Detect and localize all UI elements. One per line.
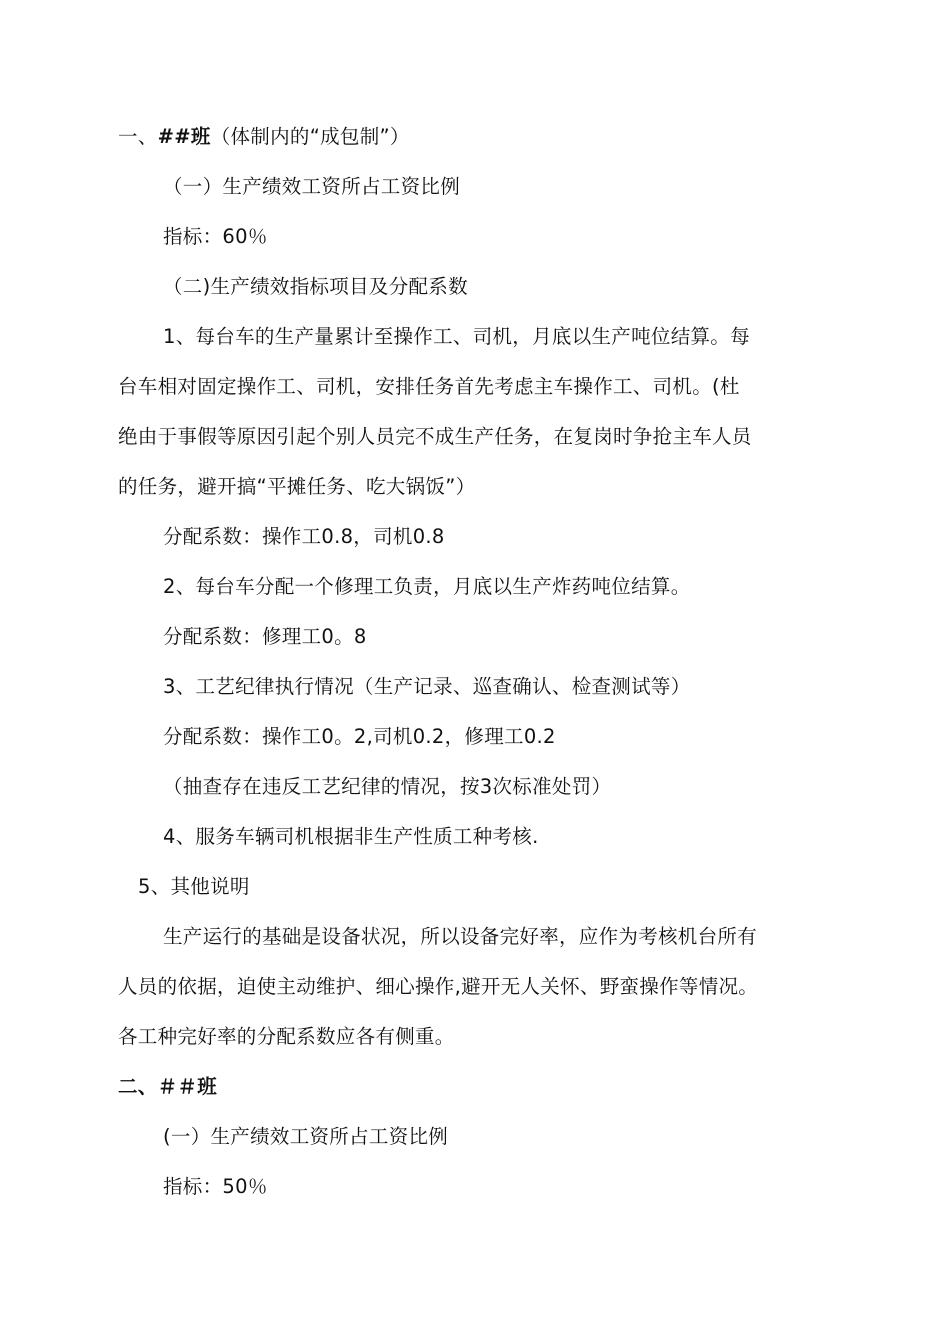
item-5-line-2: 人员的依据，迫使主动维护、细心操作,避开无人关怀、野蛮操作等情况。	[118, 975, 759, 998]
item-1-line-4: 的任务，避开搞“平摊任务、吃大锅饭”）	[118, 475, 476, 498]
section-2-sub1-indicator: 指标：50％	[163, 1175, 268, 1198]
item-2-coefficient: 分配系数：修理工0。8	[163, 625, 367, 648]
item-1-line-2: 台车相对固定操作工、司机，安排任务首先考虑主车操作工、司机。(杜	[118, 375, 740, 398]
section-1-note: （体制内的“成包制”）	[210, 125, 410, 148]
section-1-heading	[118, 124, 410, 150]
section-2-sub1-title: (一）生产绩效工资所占工资比例	[163, 1125, 449, 1148]
section-1-sub2-title: （二)生产绩效指标项目及分配系数	[163, 275, 468, 298]
item-5-title: 5、其他说明	[138, 875, 250, 898]
item-3-text: 3、工艺纪律执行情况（生产记录、巡查确认、检查测试等）	[163, 675, 691, 698]
item-2-text: 2、每台车分配一个修理工负责，月底以生产炸药吨位结算。	[163, 575, 691, 598]
item-4-text: 4、服务车辆司机根据非生产性质工种考核.	[163, 825, 539, 848]
section-1-sub1-title: （一）生产绩效工资所占工资比例	[163, 175, 461, 198]
item-5-line-1: 生产运行的基础是设备状况，所以设备完好率，应作为考核机台所有	[163, 925, 758, 948]
section-2-heading: 二、＃＃班	[118, 1075, 218, 1098]
section-1-name: ##班	[157, 125, 211, 148]
item-3-note: （抽查存在违反工艺纪律的情况，按3次标准处罚）	[163, 775, 612, 798]
section-1-sub1-indicator: 指标：60％	[163, 225, 268, 248]
item-3-coefficient: 分配系数：操作工0。2,司机0.2，修理工0.2	[163, 725, 556, 748]
item-5-line-3: 各工种完好率的分配系数应各有侧重。	[118, 1025, 455, 1048]
item-1-line-3: 绝由于事假等原因引起个别人员完不成生产任务，在复岗时争抢主车人员	[118, 425, 752, 448]
item-1-line-1: 1、每台车的生产量累计至操作工、司机，月底以生产吨位结算。每	[163, 325, 750, 348]
item-1-coefficient: 分配系数：操作工0.8，司机0.8	[163, 525, 445, 548]
section-1-number: 一、	[118, 125, 158, 148]
